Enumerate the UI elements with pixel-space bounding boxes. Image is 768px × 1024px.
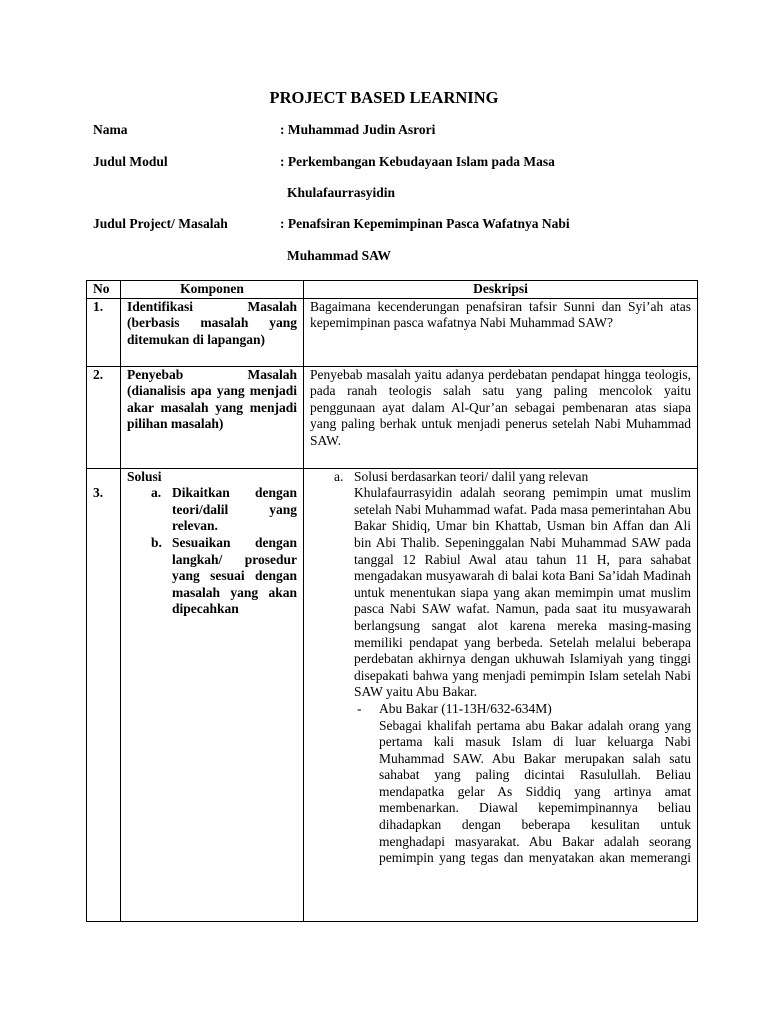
row-number: 2. — [87, 366, 121, 468]
pbl-table — [86, 280, 698, 922]
info-value-judul-modul: : Perkembangan Kebudayaan Islam pada Masa — [280, 154, 555, 169]
header-no: No — [87, 281, 121, 299]
list-item-text: Dikaitkan dengan teori/dalil yang relevan. — [172, 485, 297, 534]
abu-bakar-item — [310, 701, 691, 867]
info-value-judul-project: : Penafsiran Kepemimpinan Pasca Wafatnya Nabi — [280, 216, 570, 231]
info-value-nama: : Muhammad Judin Asrori — [280, 122, 436, 137]
solusi-list — [127, 485, 297, 618]
solusi-teori-text: Khulafaurrasyidin adalah seorang pemimpin umat muslim setelah Nabi Muhammad wafat. Pada masa pemerintahan Abu Bakar Shidiq, Umar bin Khattab, Usman bin Affan dan Ali bin Abi Thalib. Sepeninggalan Nabi Muhammad SAW pada tanggal 12 Rabiul Awal atau tahun 11 H, para sahabat mengadakan musyawarah di balai kota Bani Sa’idah Madinah untuk menentukan siapa yang akan memimpin umat muslim pasca Nabi SAW wafat. Namun, pada saat itu musyawarah berlangsung sangat alot karena mereka masing-masing memiliki pendapat yang berbeda. Setelah melalui beberapa perdebatan akhirnya dengan ukhuwah Islamiyah yang tinggi disepakati bahwa yang menjadi pemimpin Islam setelah Nabi SAW yaitu Abu Bakar. — [354, 485, 691, 700]
info-label-judul-modul: Judul Modul — [93, 154, 168, 169]
info-label-judul-project: Judul Project/ Masalah — [93, 216, 228, 231]
list-item-text: Sesuaikan dengan langkah/ prosedur yang sesuai dengan masalah yang akan dipecahkan — [172, 534, 297, 617]
row-deskripsi — [304, 468, 698, 921]
abu-bakar-text: Sebagai khalifah pertama abu Bakar adalah orang yang pertama kali masuk Islam di luar keluarga Nabi Muhammad SAW. Abu Bakar merupakan salah satu sahabat yang paling dicintai Rasulullah. Beliau mendapatka gelar As Siddiq yang artinya amat membenarkan. Diawal kepemimpinannya beliau dihadapkan dengan beberapa kesulitan untuk menghadapi masyarakat. Abu Bakar adalah seorang pemimpin yang tegas dan menyatakan akan memerangi — [379, 717, 691, 866]
list-item — [127, 535, 297, 618]
info-label-nama: Nama — [93, 122, 128, 137]
list-item — [127, 485, 297, 535]
list-marker: a. — [151, 485, 162, 501]
table-row — [87, 298, 698, 366]
info-value-judul-project-line2: Muhammad SAW — [287, 248, 391, 263]
row-komponen: Penyebab Masalah (dianalisis apa yang menjadi akar masalah yang menjadi pilihan masalah) — [121, 366, 304, 468]
list-marker: b. — [151, 534, 162, 550]
row-number-text: 3. — [93, 484, 104, 500]
header-deskripsi: Deskripsi — [304, 281, 698, 299]
row-number — [87, 468, 121, 921]
row-komponen: Identifikasi Masalah (berbasis masalah yang ditemukan di lapangan) — [121, 298, 304, 366]
table-row — [87, 366, 698, 468]
solusi-teori-title: Solusi berdasarkan teori/ dalil yang relevan — [354, 468, 589, 484]
info-value-judul-modul-line2: Khulafaurrasyidin — [287, 185, 396, 200]
table-header-row — [87, 281, 698, 299]
solusi-title: Solusi — [127, 468, 162, 484]
row-komponen — [121, 468, 304, 921]
row-deskripsi: Bagaimana kecenderungan penafsiran tafsir Sunni dan Syi’ah atas kepemimpinan pasca wafatnya Nabi Muhammad SAW? — [304, 298, 698, 366]
row-deskripsi: Penyebab masalah yaitu adanya perdebatan pendapat hingga teologis, pada ranah teologis salah satu yang paling mencolok yaitu penggunaan ayat dalam Al-Qur’an sebagai pembenaran atas siapa yang paling berhak untuk menjadi penerus setelah Nabi Muhammad SAW. — [304, 366, 698, 468]
abu-bakar-title: Abu Bakar (11-13H/632-634M) — [379, 700, 552, 716]
row-number: 1. — [87, 298, 121, 366]
header-komponen: Komponen — [121, 281, 304, 299]
solusi-teori-item — [310, 469, 691, 701]
table-row — [87, 468, 698, 921]
list-marker: a. — [334, 468, 344, 484]
document-title: PROJECT BASED LEARNING — [269, 88, 499, 107]
list-marker: - — [357, 700, 362, 716]
